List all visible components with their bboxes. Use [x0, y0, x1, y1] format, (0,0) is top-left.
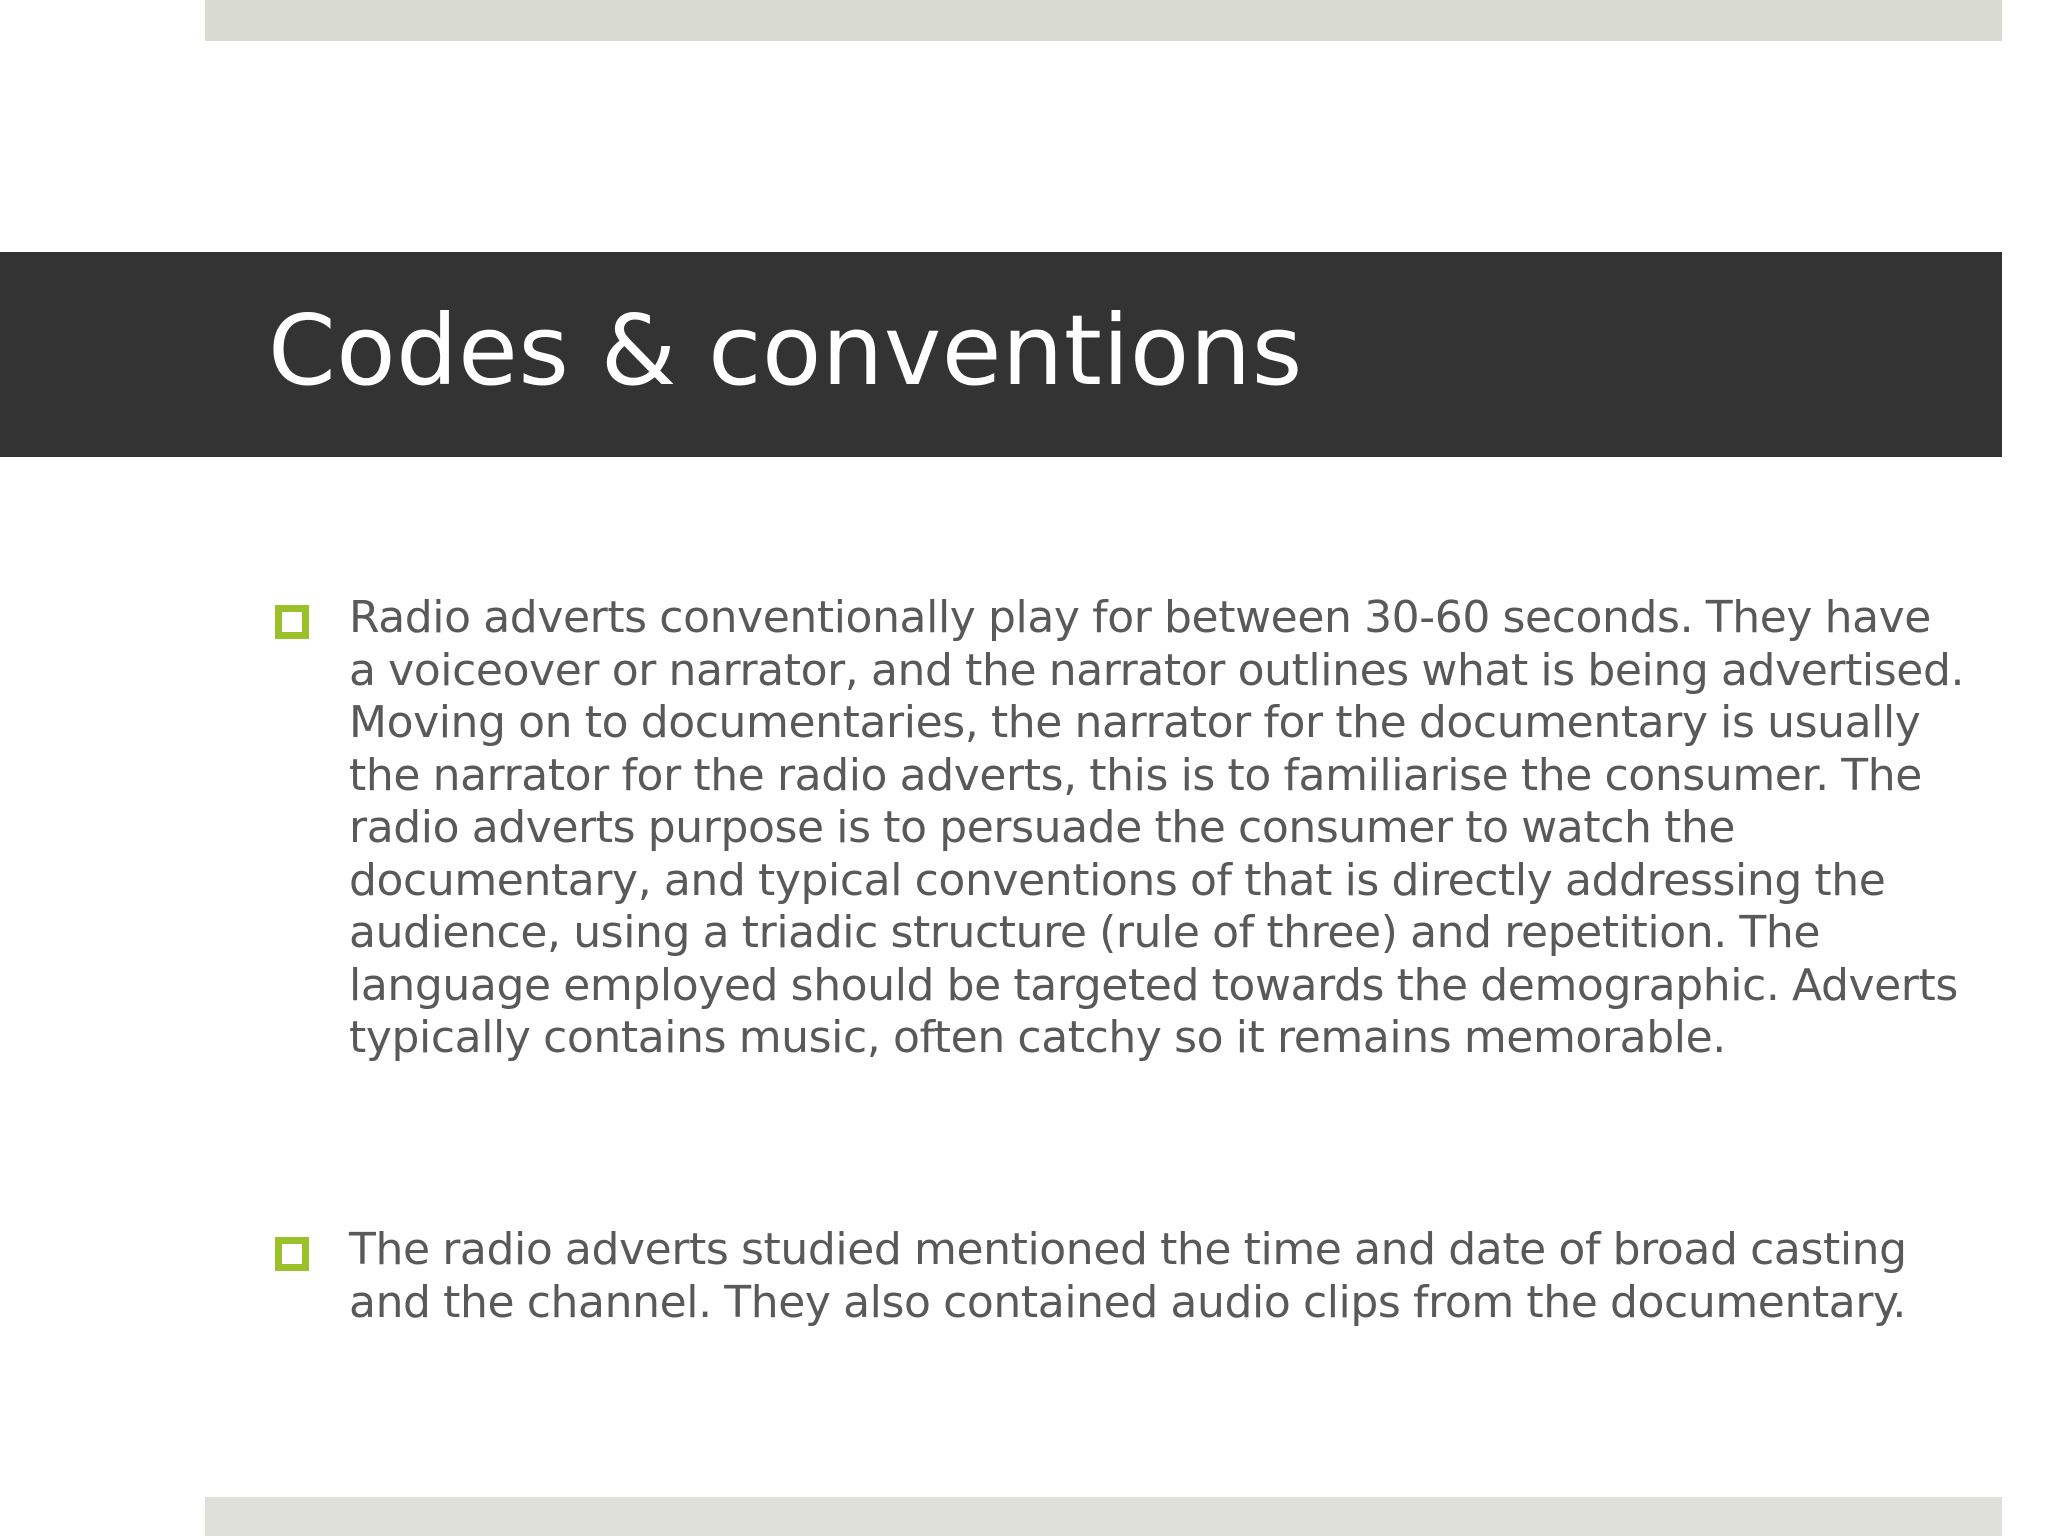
- bullet-item: [270, 592, 1970, 1065]
- bullet-text: Radio adverts conventionally play for between 30-60 seconds. They have a voiceover or narrator, and the narrator outlines what is being advertised. Moving on to documentaries, the narrator for the documentary is usually the narrator for the radio adverts, this is to familiarise the consumer. The radio adverts purpose is to persuade the consumer to watch the documentary, and typical conventions of that is directly addressing the audience, using a triadic structure (rule of three) and repetition. The language employed should be targeted towards the demographic. Adverts typically contains music, often catchy so it remains memorable.: [349, 592, 1965, 1063]
- bullet-text: The radio adverts studied mentioned the time and date of broad casting and the channel. They also contained audio clips from the documentary.: [349, 1224, 1907, 1328]
- square-bullet-icon: [275, 1237, 309, 1271]
- top-decorative-band: [205, 0, 2002, 41]
- bottom-decorative-band: [205, 1497, 2002, 1536]
- bullet-list-second: [270, 1224, 1970, 1329]
- bullet-list-first: [270, 592, 1970, 1065]
- bullet-item: [270, 1224, 1970, 1329]
- slide-title: Codes & conventions: [268, 294, 1303, 407]
- square-bullet-icon: [275, 605, 309, 639]
